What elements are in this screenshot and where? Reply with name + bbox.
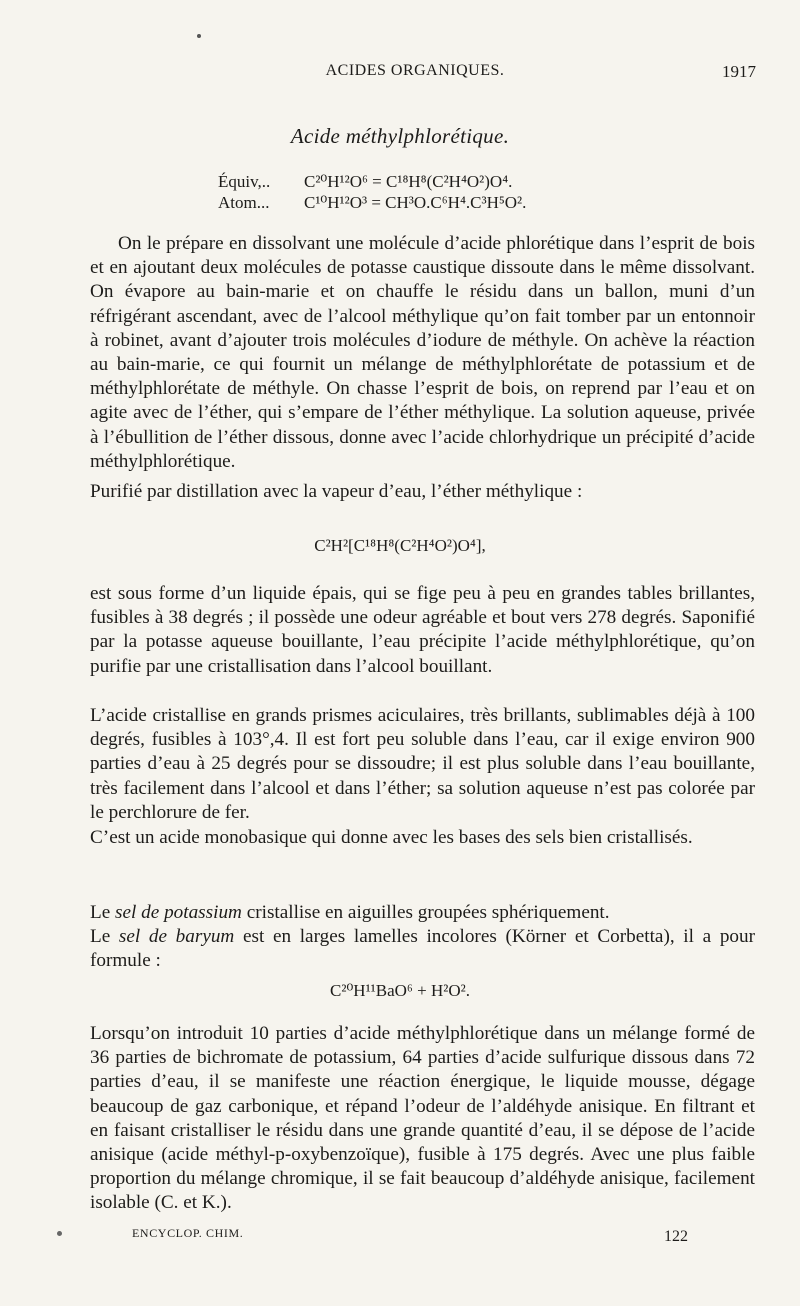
barium-salt-term: sel de baryum bbox=[118, 926, 235, 947]
potassium-salt-prefix: Le bbox=[90, 902, 116, 923]
paragraph-purification: Purifié par distillation avec la vapeur d’eau, l’éther méthylique : bbox=[90, 481, 583, 502]
ether-formula: C²H²[C¹⁸H⁸(C²H⁴O²)O⁴], bbox=[314, 536, 486, 555]
paragraph-monobasic: C’est un acide monobasique qui donne avec les bases des sels bien cristallisés. bbox=[90, 827, 693, 848]
equiv-label: Équiv,.. bbox=[218, 172, 271, 191]
atom-formula-row bbox=[218, 193, 526, 213]
equiv-formula: C²⁰H¹²O⁶ = C¹⁸H⁸(C²H⁴O²)O⁴. bbox=[304, 172, 513, 191]
paragraph-oxidation: Lorsqu’on introduit 10 parties d’acide méthylphlorétique dans un mélange formé de 36 parties de bichromate de potassium, 64 parties d’acide sulfurique dissous dans 72 parties d’eau, il se manifeste une réaction énergique, le liquide mousse, dégage beaucoup de gaz carbonique, et répand l’odeur de l’aldéhyde anisique. En filtrant et en faisant cristalliser le résidu dans une grande quantité d’eau, il se dépose de l’acide anisique (acide méthyl-p-oxybenzoïque), fusible à 175 degrés. Avec une plus faible proportion du mélange chromique, il se fait beaucoup d’aldéhyde anisique, facilement isolable (C. et K.). bbox=[90, 1023, 755, 1214]
paragraph-potassium-salt bbox=[90, 901, 755, 925]
paragraph-acid-properties: L’acide cristallise en grands prismes aciculaires, très brillants, sublimables déjà à 100 degrés, fusibles à 103°,4. Il est fort peu soluble dans l’eau, car il exige environ 900 parties d’eau à 25 degrés pour se dissoudre; il est plus soluble dans l’eau bouillante, très facilement dans l’alcool et dans l’éther; sa solution aqueuse n’est pas colorée par le perchlorure de fer. bbox=[90, 705, 755, 823]
barium-salt-suffix: est en larges lamelles incolores (Körner et Corbetta), il a pour formule : bbox=[90, 926, 755, 972]
footer-bullet bbox=[57, 1231, 62, 1236]
page-number: 1917 bbox=[722, 62, 756, 81]
atom-formula: C¹⁰H¹²O³ = CH³O.C⁶H⁴.C³H⁵O². bbox=[304, 193, 527, 212]
paragraph-barium-salt bbox=[90, 925, 755, 973]
paragraph-preparation: On le prépare en dissolvant une molécule d’acide phlorétique dans l’esprit de bois et en ajoutant deux molécules de potasse caustique dissoute dans le même dissolvant. On évapore au bain-marie et on chauffe le résidu dans un ballon, muni d’un réfrigérant ascendant, avec de l’alcool méthylique qu’on fait tomber par un entonnoir à robinet, avant d’ajouter trois molécules d’iodure de méthyle. On achève la réaction au bain-marie, ce qui fournit un mélange de méthylphlorétate de potassium et de méthylphlorétate de méthyle. On chasse l’esprit de bois, on reprend par l’eau et on agite avec de l’éther, qui s’empare de l’éther méthylique. La solution aqueuse, privée à l’ébullition de l’éther dissous, donne avec l’acide chlorhydrique un précipité d’acide méthylphlorétique. bbox=[90, 233, 755, 472]
running-header: ACIDES ORGANIQUES. bbox=[325, 62, 505, 79]
potassium-salt-term: sel de potassium bbox=[115, 902, 242, 923]
equiv-formula-row bbox=[218, 172, 512, 192]
paragraph-ether-properties: est sous forme d’un liquide épais, qui se fige peu à peu en grandes tables brillantes, fusibles à 38 degrés ; il possède une odeur agréable et bout vers 278 degrés. Saponifié par la potasse aqueuse bouillante, l’eau précipite l’acide méthylphlorétique, qu’on purifie par une cristallisation dans l’alcool bouillant. bbox=[90, 583, 755, 677]
footer-sheet-number: 122 bbox=[664, 1228, 688, 1245]
section-heading: Acide méthylphlorétique. bbox=[290, 124, 510, 148]
atom-label: Atom... bbox=[218, 193, 270, 212]
barium-salt-prefix: Le bbox=[90, 926, 119, 947]
ink-dot bbox=[197, 34, 201, 38]
footer-source: ENCYCLOP. CHIM. bbox=[132, 1226, 244, 1240]
potassium-salt-suffix: cristallise en aiguilles groupées sphériquement. bbox=[241, 902, 610, 923]
barium-formula: C²⁰H¹¹BaO⁶ + H²O². bbox=[330, 981, 470, 1000]
